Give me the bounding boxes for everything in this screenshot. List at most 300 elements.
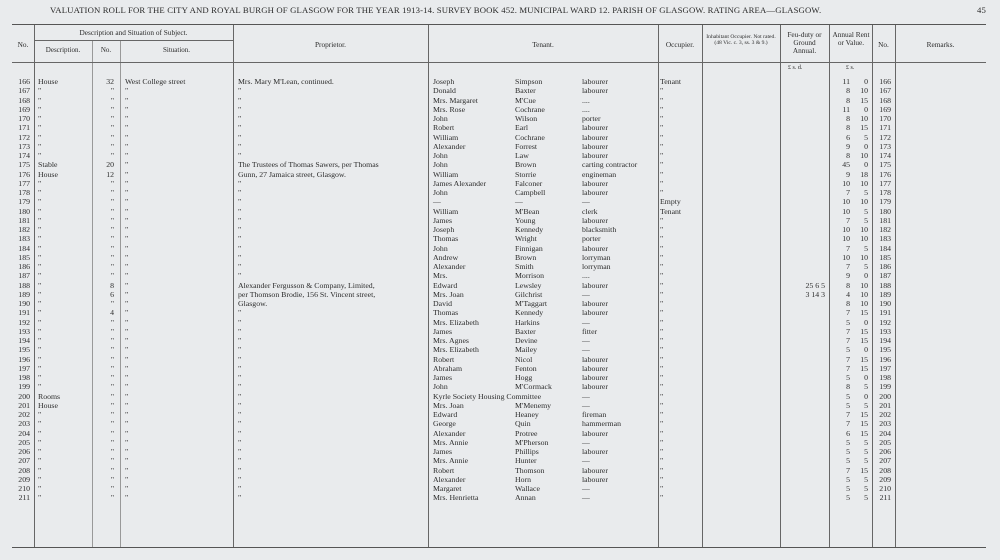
row-occupier: " — [660, 447, 664, 456]
row-situation: " — [125, 484, 129, 493]
row-proprietor: " — [238, 178, 242, 188]
row-occupier: " — [660, 271, 664, 281]
row-tenant-first: Mrs. Rose — [433, 104, 466, 114]
row-proprietor: " — [238, 419, 242, 429]
row-occupier: " — [660, 280, 664, 290]
row-tenant-first: Thomas — [433, 234, 459, 244]
row-proprietor: Alexander Fergusson & Company, Limited, — [238, 280, 375, 290]
row-occupier: " — [660, 225, 664, 234]
row-occupier: " — [660, 169, 664, 179]
row-situation: " — [125, 336, 129, 345]
row-occupation: lorryman — [582, 262, 611, 271]
row-occupation: labourer — [582, 363, 608, 373]
row-street-number: " — [110, 317, 114, 327]
table-row — [12, 133, 986, 142]
row-proprietor: " — [238, 215, 242, 225]
row-number-right: 182 — [879, 225, 891, 234]
row-tenant-surname: Annan — [515, 493, 536, 503]
row-situation: " — [125, 141, 129, 151]
row-situation: " — [125, 178, 129, 188]
col-tenant-header: Tenant. — [532, 40, 554, 49]
row-number-right: 197 — [879, 363, 891, 373]
table-row — [12, 355, 986, 364]
table-row — [12, 151, 986, 160]
row-tenant-first: William — [433, 206, 459, 216]
row-occupier: " — [660, 437, 664, 447]
row-occupation: labourer — [582, 354, 608, 364]
row-street-number: " — [110, 188, 114, 197]
row-street-number: " — [110, 132, 114, 142]
row-rent-shillings: 15 — [860, 363, 868, 373]
row-description: House — [38, 77, 58, 86]
row-number: 200 — [18, 391, 30, 401]
row-proprietor: " — [238, 104, 242, 114]
row-tenant-first: James — [433, 447, 453, 456]
row-number: 207 — [18, 456, 30, 466]
row-rent-pounds: 5 — [846, 317, 850, 327]
table-row — [12, 308, 986, 317]
row-rent-shillings: 10 — [860, 252, 868, 262]
row-proprietor: " — [238, 308, 242, 318]
valuation-table — [12, 24, 986, 548]
row-street-number: " — [110, 104, 114, 114]
row-number-right: 177 — [879, 178, 891, 188]
row-rent-shillings: 10 — [860, 197, 868, 207]
row-number: 206 — [18, 447, 30, 456]
row-occupation: labourer — [582, 215, 608, 225]
row-tenant-surname: M'Cue — [515, 95, 536, 105]
row-tenant-first: Mrs. Elizabeth — [433, 345, 479, 355]
row-proprietor: Gunn, 27 Jamaica street, Glasgow. — [238, 169, 346, 179]
row-occupier: " — [660, 382, 664, 392]
row-rent-shillings: 5 — [864, 493, 868, 503]
row-tenant-first: John — [433, 382, 448, 392]
row-occupation: labourer — [582, 373, 608, 382]
row-occupier: " — [660, 243, 664, 253]
row-rent-shillings: 15 — [860, 410, 868, 419]
row-proprietor: " — [238, 225, 242, 234]
row-description: " — [38, 419, 42, 429]
row-rent-shillings: 5 — [864, 382, 868, 392]
row-rent-shillings: 10 — [860, 225, 868, 234]
row-number: 180 — [18, 206, 30, 216]
row-rent-shillings: 0 — [864, 271, 868, 281]
row-occupation: labourer — [582, 243, 608, 253]
row-number-right: 191 — [879, 308, 891, 318]
row-number-right: 194 — [879, 336, 891, 345]
row-tenant-first: Margaret — [433, 484, 462, 493]
row-tenant-first: Mrs. Annie — [433, 437, 469, 447]
row-tenant-first: Mrs. Annie — [433, 456, 469, 466]
row-tenant-first: David — [433, 299, 453, 308]
row-proprietor: " — [238, 114, 242, 123]
row-proprietor: " — [238, 317, 242, 327]
row-number-right: 172 — [879, 132, 891, 142]
col-description-group-header: Description and Situation of Subject. — [79, 28, 188, 37]
row-number: 194 — [18, 336, 30, 345]
row-occupier: Empty — [660, 197, 681, 207]
row-occupier: " — [660, 86, 664, 96]
row-proprietor: " — [238, 484, 242, 493]
row-proprietor: " — [238, 262, 242, 271]
row-street-number: " — [110, 252, 114, 262]
row-rent-shillings: 15 — [860, 465, 868, 475]
row-rent-pounds: 5 — [846, 474, 850, 484]
row-rent-pounds: 8 — [846, 86, 850, 96]
row-tenant-first: Mrs. Margaret — [433, 95, 478, 105]
row-tenant-first: John — [433, 243, 448, 253]
row-occupier: " — [660, 373, 664, 382]
row-description: " — [38, 206, 42, 216]
row-description: " — [38, 234, 42, 244]
row-number: 189 — [18, 289, 30, 299]
row-proprietor: " — [238, 456, 242, 466]
row-number-right: 166 — [879, 77, 891, 86]
row-number-right: 189 — [879, 289, 891, 299]
table-row — [12, 244, 986, 253]
row-occupier: " — [660, 151, 664, 160]
row-street-number: " — [110, 354, 114, 364]
row-tenant-surname: Cochrane — [515, 104, 545, 114]
table-row — [12, 105, 986, 114]
row-description: " — [38, 493, 42, 503]
row-occupation: — — [582, 493, 590, 503]
col-remarks-header: Remarks. — [926, 40, 955, 49]
row-tenant-first: Mrs. Joan — [433, 400, 464, 410]
rent-units: £ s. — [846, 65, 855, 71]
row-number: 192 — [18, 317, 30, 327]
row-occupation: hammerman — [582, 419, 621, 429]
row-occupation: fitter — [582, 326, 598, 336]
row-rent-pounds: 7 — [846, 308, 850, 318]
row-number: 178 — [18, 188, 30, 197]
row-number-right: 203 — [879, 419, 891, 429]
row-occupier: Tenant — [660, 206, 682, 216]
row-tenant-first: Joseph — [433, 225, 455, 234]
row-tenant-surname: Harkins — [515, 317, 540, 327]
row-tenant-first: Mrs. Agnes — [433, 336, 469, 345]
row-rent-shillings: 0 — [864, 345, 868, 355]
row-situation: " — [125, 373, 129, 382]
row-rent-shillings: 18 — [860, 169, 868, 179]
table-row — [12, 336, 986, 345]
row-description: " — [38, 317, 42, 327]
row-description: House — [38, 400, 58, 410]
row-tenant-surname: Storrie — [515, 169, 537, 179]
row-rent-shillings: 15 — [860, 419, 868, 429]
row-tenant-first: Robert — [433, 123, 455, 133]
table-row — [12, 271, 986, 280]
row-occupation: lorryman — [582, 252, 611, 262]
row-tenant-surname: Forrest — [515, 141, 538, 151]
row-rent-shillings: 0 — [864, 391, 868, 401]
table-row — [12, 96, 986, 105]
row-tenant-surname: M'Cormack — [515, 382, 552, 392]
table-row — [12, 419, 986, 428]
col-annual-rent-header: Annual Rent or Value. — [832, 30, 870, 47]
row-rent-pounds: 5 — [846, 391, 850, 401]
row-rent-pounds: 5 — [846, 447, 850, 456]
table-row — [12, 447, 986, 456]
row-number: 198 — [18, 373, 30, 382]
row-number: 211 — [18, 493, 30, 503]
row-occupier: " — [660, 132, 664, 142]
row-rent-pounds: 11 — [842, 104, 850, 114]
row-street-number: 4 — [110, 308, 114, 318]
row-proprietor: " — [238, 95, 242, 105]
table-row — [12, 410, 986, 419]
row-tenant-first: James — [433, 373, 453, 382]
row-rent-pounds: 8 — [846, 280, 850, 290]
table-row — [12, 484, 986, 493]
row-number-right: 174 — [879, 151, 891, 160]
row-occupier: " — [660, 363, 664, 373]
row-number: 188 — [18, 280, 30, 290]
row-situation: " — [125, 474, 129, 484]
row-rent-pounds: 11 — [842, 77, 850, 86]
row-occupation: labourer — [582, 474, 608, 484]
row-tenant-surname: M'Pherson — [515, 437, 549, 447]
row-occupier: " — [660, 289, 664, 299]
page-title: VALUATION ROLL FOR THE CITY AND ROYAL BURGH OF GLASGOW FOR THE YEAR 1913-14. SURVEY BOOK 452. MUNICIPAL WARD 12. PARISH OF GLASGOW. RATING AREA—GLASGOW. — [50, 5, 822, 15]
row-proprietor: " — [238, 86, 242, 96]
row-occupation: labourer — [582, 382, 608, 392]
row-tenant-surname: Law — [515, 151, 529, 160]
row-number: 210 — [18, 484, 30, 493]
row-occupation: labourer — [582, 280, 608, 290]
row-occupation: — — [582, 400, 590, 410]
row-tenant-surname: Hunter — [515, 456, 537, 466]
table-row — [12, 225, 986, 234]
row-description: " — [38, 252, 42, 262]
row-occupation: porter — [582, 234, 601, 244]
row-rent-pounds: 5 — [846, 484, 850, 493]
row-description: " — [38, 373, 42, 382]
table-row — [12, 466, 986, 475]
table-row — [12, 493, 986, 502]
row-rent-shillings: 10 — [860, 114, 868, 123]
row-number-right: 183 — [879, 234, 891, 244]
row-rent-shillings: 5 — [864, 188, 868, 197]
row-number: 204 — [18, 428, 30, 438]
row-number-right: 204 — [879, 428, 891, 438]
row-occupier: " — [660, 215, 664, 225]
table-row — [12, 475, 986, 484]
row-tenant-surname: Falconer — [515, 178, 543, 188]
table-row — [12, 234, 986, 243]
row-rent-shillings: 0 — [864, 160, 868, 170]
row-rent-pounds: 10 — [842, 178, 850, 188]
row-occupation: labourer — [582, 151, 608, 160]
row-tenant-surname: Hogg — [515, 373, 533, 382]
table-row — [12, 318, 986, 327]
row-description: House — [38, 169, 58, 179]
row-number: 199 — [18, 382, 30, 392]
row-feu-duty: 25 6 5 — [805, 280, 825, 290]
row-description: " — [38, 86, 42, 96]
row-proprietor: " — [238, 336, 242, 345]
row-occupation: — — [582, 456, 590, 466]
table-row — [12, 86, 986, 95]
row-number: 171 — [18, 123, 30, 133]
row-situation: " — [125, 400, 129, 410]
row-occupation: engineman — [582, 169, 617, 179]
row-tenant-surname: Morrison — [515, 271, 545, 281]
row-rent-shillings: 5 — [864, 262, 868, 271]
row-rent-shillings: 15 — [860, 326, 868, 336]
row-tenant-surname: Quin — [515, 419, 531, 429]
row-description: " — [38, 262, 42, 271]
row-occupation: — — [582, 197, 590, 207]
row-situation: " — [125, 299, 129, 308]
row-situation: " — [125, 234, 129, 244]
row-rent-shillings: 5 — [864, 243, 868, 253]
table-row — [12, 373, 986, 382]
row-description: " — [38, 382, 42, 392]
row-rent-shillings: 0 — [864, 104, 868, 114]
row-description: " — [38, 141, 42, 151]
row-description: " — [38, 447, 42, 456]
row-rent-shillings: 10 — [860, 234, 868, 244]
row-feu-duty: 3 14 3 — [805, 289, 825, 299]
row-description: " — [38, 104, 42, 114]
row-number-right: 211 — [879, 493, 891, 503]
col-no-right-header: No. — [878, 40, 889, 49]
row-number: 197 — [18, 363, 30, 373]
row-tenant-surname: Kennedy — [515, 308, 544, 318]
row-occupation: porter — [582, 114, 601, 123]
table-row — [12, 364, 986, 373]
row-street-number: " — [110, 391, 114, 401]
row-description: " — [38, 326, 42, 336]
table-row — [12, 290, 986, 299]
row-rent-pounds: 9 — [846, 141, 850, 151]
row-situation: " — [125, 114, 129, 123]
row-number: 205 — [18, 437, 30, 447]
row-occupier: " — [660, 345, 664, 355]
row-rent-pounds: 10 — [842, 206, 850, 216]
row-tenant-first: John — [433, 188, 448, 197]
row-street-number: " — [110, 114, 114, 123]
row-rent-shillings: 5 — [864, 132, 868, 142]
row-tenant-surname: Fenton — [515, 363, 537, 373]
row-rent-pounds: 9 — [846, 271, 850, 281]
col-inhabitant-header: Inhabitant Occupier. Not rated. (48 Vic. c. 3, ss. 3 & 9.) — [706, 34, 776, 47]
row-proprietor: " — [238, 428, 242, 438]
row-rent-pounds: 7 — [846, 262, 850, 271]
row-street-number: " — [110, 447, 114, 456]
row-number-right: 208 — [879, 465, 891, 475]
row-occupation: labourer — [582, 132, 608, 142]
row-description: " — [38, 336, 42, 345]
row-rent-pounds: 8 — [846, 114, 850, 123]
row-rent-shillings: 5 — [864, 474, 868, 484]
row-occupier: " — [660, 234, 664, 244]
row-rent-pounds: 7 — [846, 215, 850, 225]
row-number-right: 180 — [879, 206, 891, 216]
row-situation: " — [125, 243, 129, 253]
row-description: " — [38, 456, 42, 466]
row-tenant-first: James — [433, 326, 453, 336]
row-number: 166 — [18, 77, 30, 86]
row-proprietor: " — [238, 132, 242, 142]
row-occupation: labourer — [582, 178, 608, 188]
row-street-number: " — [110, 178, 114, 188]
col-proprietor-header: Proprietor. — [314, 40, 346, 49]
row-description: " — [38, 363, 42, 373]
row-occupier: " — [660, 114, 664, 123]
row-tenant-surname: Baxter — [515, 326, 536, 336]
row-number-right: 176 — [879, 169, 891, 179]
table-row — [12, 170, 986, 179]
row-description: " — [38, 188, 42, 197]
row-occupation: labourer — [582, 188, 608, 197]
row-rent-pounds: 8 — [846, 151, 850, 160]
table-row — [12, 345, 986, 354]
row-occupation: labourer — [582, 428, 608, 438]
row-rent-pounds: 7 — [846, 419, 850, 429]
row-rent-shillings: 10 — [860, 151, 868, 160]
row-occupier: " — [660, 336, 664, 345]
row-occupation: fireman — [582, 410, 607, 419]
row-rent-pounds: 7 — [846, 465, 850, 475]
table-row — [12, 429, 986, 438]
row-proprietor: " — [238, 345, 242, 355]
row-street-number: " — [110, 400, 114, 410]
row-occupation: labourer — [582, 77, 608, 86]
row-occupier: " — [660, 354, 664, 364]
row-situation: " — [125, 169, 129, 179]
feu-units: £ s. d. — [788, 65, 803, 71]
row-street-number: " — [110, 225, 114, 234]
row-number-right: 178 — [879, 188, 891, 197]
row-occupier: " — [660, 493, 664, 503]
row-rent-shillings: 5 — [864, 437, 868, 447]
row-occupation: — — [582, 391, 590, 401]
row-occupation: labourer — [582, 308, 608, 318]
row-rent-shillings: 10 — [860, 299, 868, 308]
row-street-number: " — [110, 234, 114, 244]
row-tenant-first: Edward — [433, 280, 458, 290]
row-number-right: 185 — [879, 252, 891, 262]
row-proprietor: " — [238, 197, 242, 207]
row-proprietor: " — [238, 243, 242, 253]
row-occupier: " — [660, 465, 664, 475]
row-occupation: — — [582, 317, 590, 327]
row-rent-pounds: 10 — [842, 225, 850, 234]
row-situation: " — [125, 391, 129, 401]
row-number: 187 — [18, 271, 30, 281]
row-occupier: " — [660, 123, 664, 133]
row-proprietor: " — [238, 188, 242, 197]
row-occupier: " — [660, 391, 664, 401]
row-number: 176 — [18, 169, 30, 179]
row-tenant-first: Alexander — [433, 474, 466, 484]
row-situation: " — [125, 289, 129, 299]
row-rent-shillings: 15 — [860, 336, 868, 345]
row-proprietor: " — [238, 206, 242, 216]
row-street-number: " — [110, 465, 114, 475]
row-rent-pounds: 6 — [846, 132, 850, 142]
row-situation: " — [125, 363, 129, 373]
row-number: 183 — [18, 234, 30, 244]
row-rent-pounds: 10 — [842, 252, 850, 262]
row-number-right: 205 — [879, 437, 891, 447]
row-occupier: " — [660, 262, 664, 271]
row-tenant-surname: M'Bean — [515, 206, 540, 216]
row-description: Rooms — [38, 391, 61, 401]
row-rent-pounds: 7 — [846, 363, 850, 373]
